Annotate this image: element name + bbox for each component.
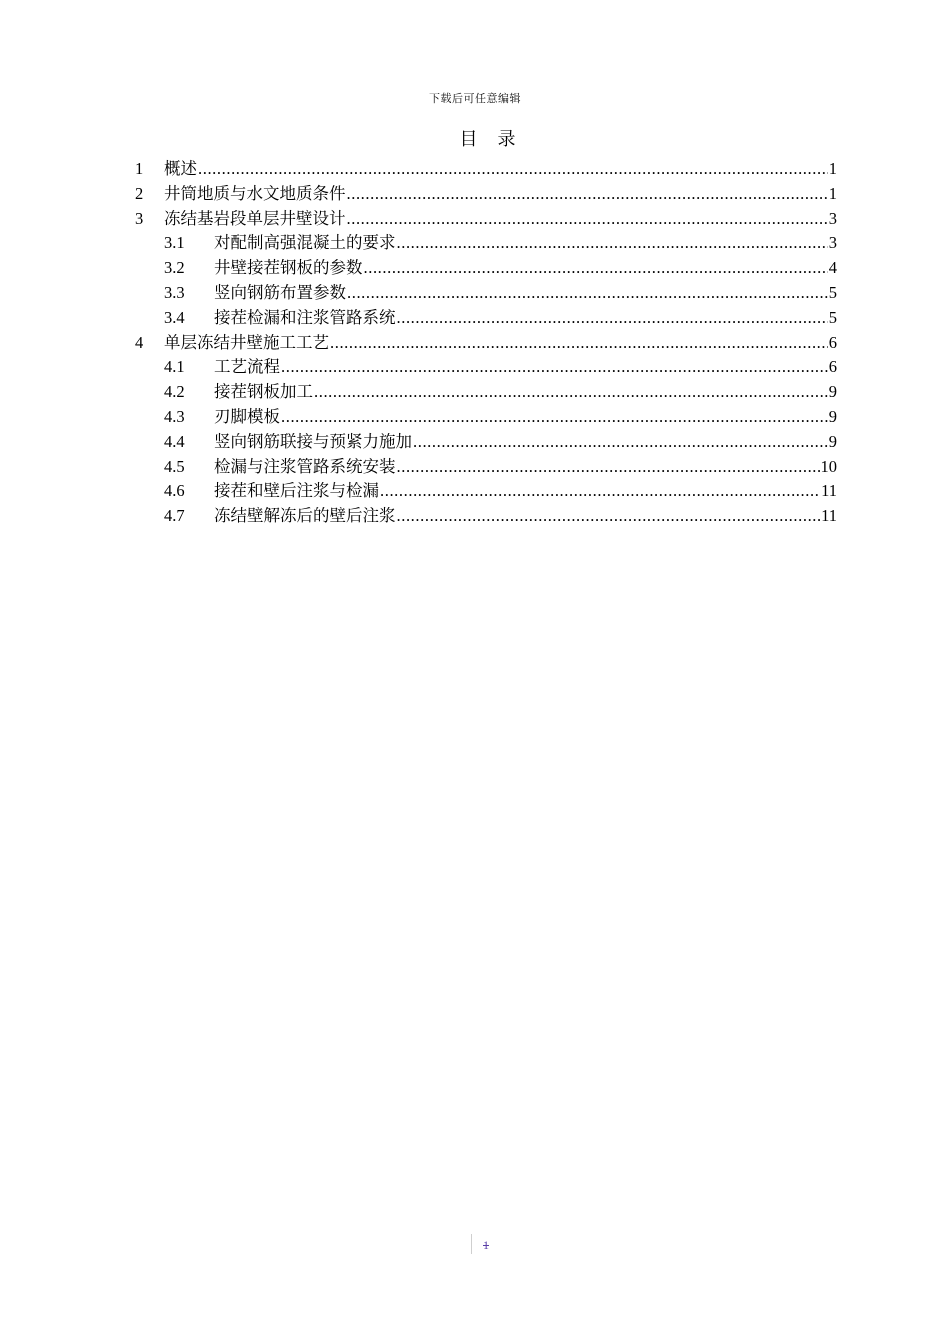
toc-title-right: 录: [497, 129, 516, 150]
toc-entry-3-2[interactable]: [135, 256, 837, 281]
toc-entry-2[interactable]: [135, 182, 837, 207]
toc-leader-dots: [347, 182, 828, 207]
toc-entry-1[interactable]: [135, 157, 837, 182]
toc-entry-4-5[interactable]: [135, 455, 837, 480]
toc-entry-label: 刃脚模板: [214, 406, 280, 426]
toc-leader-dots: [281, 355, 828, 380]
toc-entry-number: 4.5: [164, 456, 185, 476]
toc-entry-label: 冻结壁解冻后的壁后注浆: [214, 506, 396, 526]
page-footer: [471, 1234, 489, 1254]
toc-leader-dots: [198, 157, 828, 182]
toc-entry-page: 5: [828, 307, 837, 327]
toc-entry-3-3[interactable]: [135, 281, 837, 306]
toc-entry-4-6[interactable]: [135, 479, 837, 504]
toc-entry-number: 4.3: [164, 406, 185, 426]
toc-leader-dots: [364, 256, 828, 281]
toc-entry-label: 冻结基岩段单层井壁设计: [164, 208, 346, 228]
toc-entry-number: 3.2: [164, 258, 185, 278]
toc-entry-number: 3.1: [164, 233, 185, 253]
toc-entry-4-1[interactable]: [135, 355, 837, 380]
toc-entry-label: 单层冻结井壁施工工艺: [164, 332, 329, 352]
toc-entry-page: 1: [828, 159, 837, 178]
toc-leader-dots: [314, 380, 828, 405]
toc-entry-page: 9: [828, 406, 837, 426]
toc-leader-dots: [413, 430, 828, 455]
toc-entry-4-7[interactable]: [135, 504, 837, 529]
toc-title: [0, 125, 950, 151]
toc-entry-label: 井壁接茬钢板的参数: [214, 258, 363, 278]
page-number: 1: [483, 1238, 489, 1252]
toc-entry-label: 竖向钢筋布置参数: [214, 282, 346, 302]
toc-entry-page: 6: [828, 357, 837, 377]
toc-entry-number: 4.1: [164, 357, 185, 377]
toc-leader-dots: [281, 405, 828, 430]
toc-entry-4-3[interactable]: [135, 405, 837, 430]
toc-entry-page: 11: [821, 481, 837, 501]
toc-entry-4-4[interactable]: [135, 430, 837, 455]
toc-leader-dots: [397, 306, 828, 331]
toc-entry-label: 井筒地质与水文地质条件: [164, 183, 346, 203]
toc-entry-page: 6: [828, 332, 837, 352]
toc-entry-number: 3.4: [164, 307, 185, 327]
toc-entry-label: 接茬检漏和注浆管路系统: [214, 307, 396, 327]
toc-title-left: 目: [459, 129, 478, 150]
toc-entry-number: 4.7: [164, 506, 185, 526]
toc-leader-dots: [380, 479, 820, 504]
toc-entry-label: 工艺流程: [214, 357, 280, 377]
toc-entry-label: 接茬和壁后注浆与检漏: [214, 481, 379, 501]
toc-entry-number: 4: [135, 332, 144, 352]
toc-entry-number: 3.3: [164, 282, 185, 302]
toc-entry-page: 3: [828, 233, 837, 253]
toc-entry-number: 2: [135, 183, 144, 203]
toc-leader-dots: [397, 504, 821, 529]
toc-entry-number: 3: [135, 208, 144, 228]
toc-entry-page: 10: [820, 456, 837, 476]
toc-entry-number: 4.6: [164, 481, 185, 501]
toc-entry-4-2[interactable]: [135, 380, 837, 405]
toc-entry-label: 概述: [164, 159, 197, 178]
toc-entry-page: 1: [828, 183, 837, 203]
toc-leader-dots: [397, 455, 820, 480]
toc-leader-dots: [347, 281, 828, 306]
toc-entry-page: 5: [828, 282, 837, 302]
toc-leader-dots: [330, 331, 828, 356]
table-of-contents: [135, 157, 837, 529]
toc-entry-page: 9: [828, 382, 837, 402]
toc-entry-page: 3: [828, 208, 837, 228]
toc-entry-number: 4.4: [164, 431, 185, 451]
toc-entry-3[interactable]: [135, 207, 837, 232]
toc-leader-dots: [397, 231, 828, 256]
toc-entry-page: 11: [821, 506, 837, 526]
toc-entry-page: 4: [828, 258, 837, 278]
toc-entry-label: 检漏与注浆管路系统安装: [214, 456, 396, 476]
toc-entry-3-4[interactable]: [135, 306, 837, 331]
toc-entry-3-1[interactable]: [135, 231, 837, 256]
toc-entry-label: 接茬钢板加工: [214, 382, 313, 402]
toc-entry-page: 9: [828, 431, 837, 451]
toc-entry-label: 竖向钢筋联接与预紧力施加: [214, 431, 412, 451]
header-note: 下载后可任意编辑: [429, 92, 521, 105]
toc-leader-dots: [347, 207, 828, 232]
toc-entry-number: 4.2: [164, 382, 185, 402]
toc-entry-number: 1: [135, 159, 144, 178]
toc-entry-4[interactable]: [135, 331, 837, 356]
toc-entry-label: 对配制高强混凝土的要求: [214, 233, 396, 253]
